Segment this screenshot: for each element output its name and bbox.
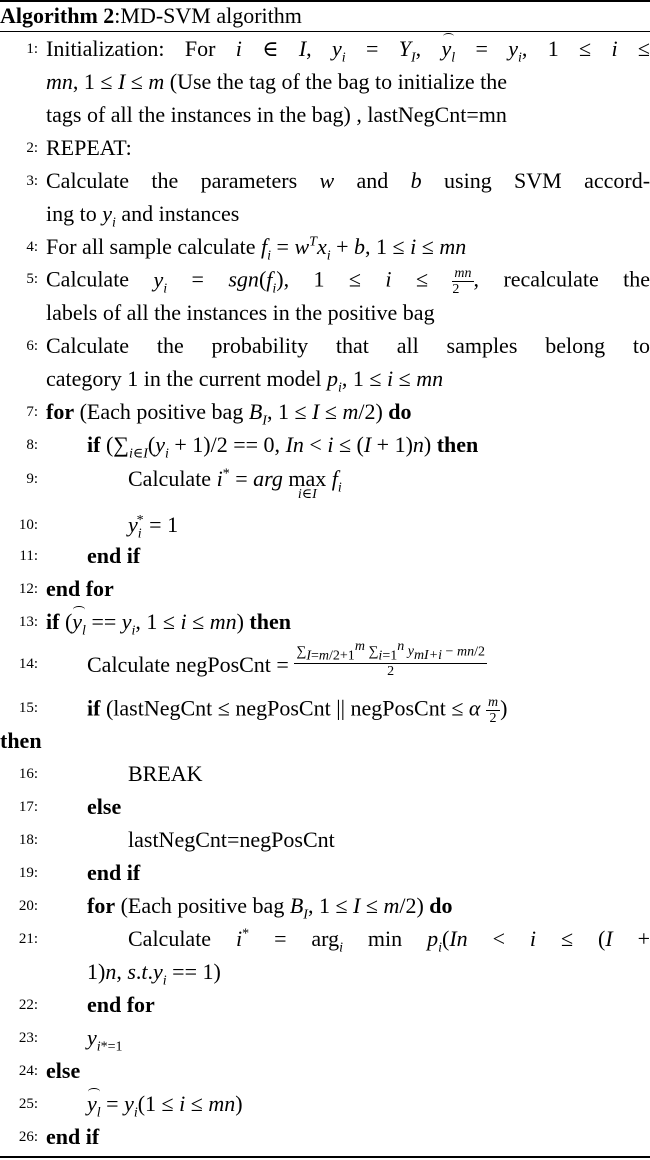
line-text: $y_{i*=1}$ (87, 1025, 123, 1055)
line-text: if ($y_l == y_i$, 1 ≤ i ≤ mn) then (46, 609, 291, 639)
algorithm-label: Algorithm 2 (0, 3, 115, 28)
line-text: Initialization: For i ∈ I, $y_i = Y_I$, $y_l = y_i$, 1 ≤ i ≤ (46, 36, 650, 66)
line-number: 8: (26, 437, 38, 453)
line-text: else (46, 1058, 81, 1083)
line-number: 15: (18, 700, 38, 716)
line-text: end for (87, 992, 155, 1017)
line-text: end for (46, 576, 114, 601)
line-number: 25: (18, 1096, 38, 1112)
line-text: then (0, 728, 42, 753)
line-text: Calculate $y_i = sgn(f_i)$, 1 ≤ i ≤ $\frac{mn}{2}$ , recalculate the (46, 266, 650, 297)
line-number: 17: (18, 799, 38, 815)
line-text: $y_l = y_i(1 \le i \le mn)$ (87, 1091, 243, 1121)
line-number: 16: (18, 766, 38, 782)
line-text: category 1 in the current model $p_i$, 1 ≤ i ≤ mn (46, 366, 444, 396)
line-number: 3: (26, 173, 38, 189)
line-number: 19: (18, 865, 38, 881)
line-text: end if (87, 860, 141, 885)
line-number: 24: (18, 1063, 38, 1079)
line-number: 14: (18, 656, 38, 672)
top-rule (0, 0, 650, 2)
line-number: 12: (18, 581, 38, 597)
line-text: Calculate the probability that all samples belong to (46, 333, 650, 358)
line-number: 10: (18, 517, 38, 533)
line-number: 2: (26, 140, 38, 156)
line-text: tags of all the instances in the bag) , lastNegCnt=mn (46, 102, 507, 127)
line-text: 1)n, $s.t.y_i == 1$) (87, 959, 221, 989)
line-number: 1: (26, 41, 38, 57)
line-number: 26: (18, 1129, 38, 1145)
line-number: 9: (26, 471, 38, 487)
line-text: Calculate i* = arg$_i$ $\min p_i(In < i \le (I$ + (128, 926, 650, 956)
algorithm-caption (0, 3, 302, 29)
line-text: for (Each positive bag $B_I$, 1 ≤ I ≤ m/2) do (46, 399, 412, 429)
line-text: else (87, 794, 122, 819)
line-number: 20: (18, 898, 38, 914)
line-number: 21: (18, 931, 38, 947)
caption-rule (0, 31, 650, 32)
line-text: REPEAT: (46, 135, 132, 160)
line-text: if (lastNegCnt ≤ negPosCnt || negPosCnt ≤ α $\frac{m}{2}$ ) (87, 695, 508, 726)
line-text: Calculate negPosCnt = $\frac{\sum_{I=m/2+1}^m \sum_{i=1}^n y_{mI+i} - mn/2}{2}$ (87, 638, 485, 680)
line-number: 5: (26, 271, 38, 287)
line-number: 13: (18, 614, 38, 630)
line-number: 18: (18, 832, 38, 848)
line-text: lastNegCnt=negPosCnt (128, 827, 335, 852)
line-number: 22: (18, 997, 38, 1013)
line-text: labels of all the instances in the positive bag (46, 300, 435, 325)
line-text: For all sample calculate $f_i = w^Tx_i + b$, 1 ≤ i ≤ mn (46, 234, 467, 264)
line-number: 6: (26, 338, 38, 354)
algorithm-title: :MD-SVM algorithm (114, 3, 302, 28)
bottom-rule (0, 1156, 650, 1158)
line-number: 4: (26, 239, 38, 255)
line-text: ing to $y_i$ and instances (46, 201, 240, 231)
line-number: 7: (26, 404, 38, 420)
line-text: end if (46, 1124, 100, 1149)
line-number: 11: (19, 548, 38, 564)
line-text: for (Each positive bag $B_I$, 1 ≤ I ≤ m/2) do (87, 893, 453, 923)
line-text: Calculate i* = arg max i∈I $f_i$ (128, 466, 342, 502)
line-text: BREAK (128, 761, 203, 786)
line-text: end if (87, 543, 141, 568)
line-number: 23: (18, 1030, 38, 1046)
line-text: Calculate the parameters w and b using SVM accord- (46, 168, 650, 193)
line-text: if ($\sum_{i\in I}(y_i + 1)/2 == 0$, In < i ≤ (I + 1)n) then (87, 432, 479, 462)
line-text: mn, 1 ≤ I ≤ m (Use the tag of the bag to initialize the (46, 69, 507, 94)
line-text: $y_i^* = 1$ (128, 512, 179, 542)
